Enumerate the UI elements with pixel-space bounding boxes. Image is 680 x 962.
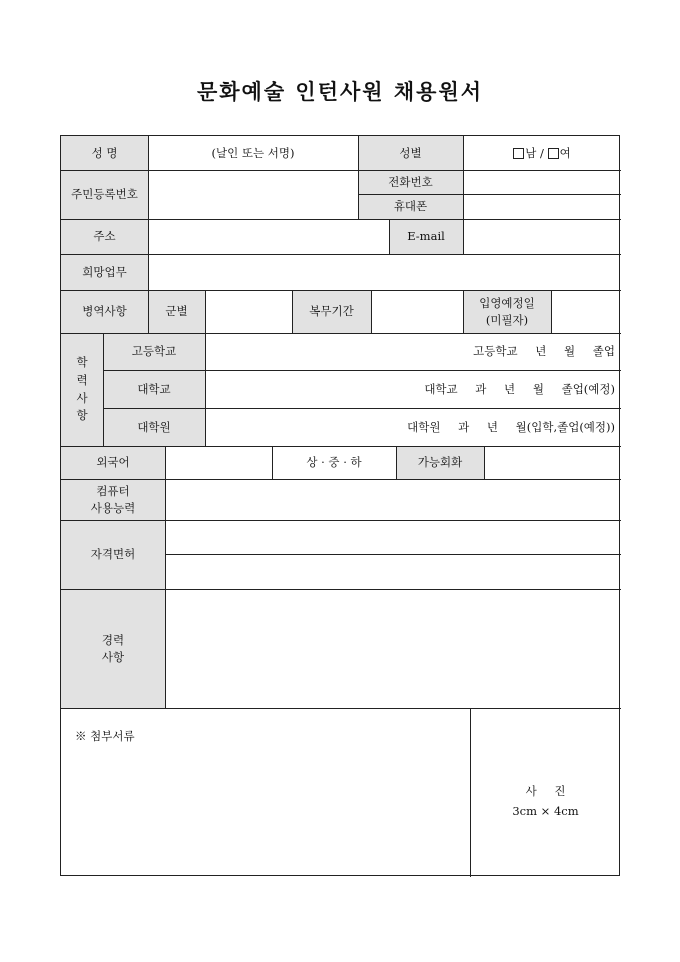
- gender-female-label: 여: [559, 145, 571, 160]
- rrn-label: 주민등록번호: [61, 170, 148, 219]
- row-divider: [61, 520, 621, 521]
- male-checkbox-icon[interactable]: [513, 148, 524, 159]
- enlist-label-line1: 입영예정일: [479, 295, 535, 310]
- col-divider: [358, 136, 359, 219]
- career-label: [61, 589, 165, 708]
- row-divider: [61, 589, 621, 590]
- email-label: E-mail: [389, 219, 463, 254]
- enlist-label-line2: (미필자): [485, 312, 529, 327]
- col-divider: [463, 136, 464, 254]
- edu-char-3: 사: [76, 390, 88, 405]
- col-divider: [463, 290, 464, 333]
- address-label: 주소: [61, 219, 148, 254]
- gender-options[interactable]: [463, 136, 621, 170]
- col-divider: [389, 219, 390, 254]
- photo-size: 3cm × 4cm: [512, 804, 579, 819]
- enlist-date-label: [463, 290, 551, 333]
- career-label-line2: 사항: [101, 649, 125, 664]
- col-divider: [148, 290, 149, 333]
- highschool-entry[interactable]: 고등학교 년 월 졸업: [473, 344, 615, 359]
- col-divider: [165, 446, 166, 708]
- mobile-label: 휴대폰: [358, 194, 463, 219]
- computer-label-line2: 사용능력: [90, 500, 136, 515]
- branch-label: 군별: [148, 290, 205, 333]
- language-level[interactable]: 상 · 중 · 하: [306, 455, 362, 470]
- application-form: [60, 135, 620, 876]
- name-label: 성 명: [61, 136, 148, 170]
- gender-separator: /: [536, 145, 548, 160]
- col-divider: [205, 290, 206, 446]
- row-divider: [61, 333, 621, 334]
- row-divider: [61, 479, 621, 480]
- row-divider: [61, 446, 621, 447]
- military-label: 병역사항: [61, 290, 148, 333]
- col-divider: [103, 333, 104, 446]
- row-divider: [61, 290, 621, 291]
- col-divider: [292, 290, 293, 333]
- photo-label: 사 진: [525, 784, 566, 798]
- row-divider: [358, 194, 621, 195]
- career-label-line1: 경력: [101, 632, 125, 647]
- service-period-label: 복무기간: [292, 290, 371, 333]
- row-divider: [165, 554, 621, 555]
- edu-char-2: 력: [76, 372, 88, 387]
- university-label: 대학교: [103, 370, 205, 408]
- name-hint[interactable]: (날인 또는 서명): [211, 145, 295, 160]
- gender-label: 성별: [358, 136, 463, 170]
- col-divider: [148, 136, 149, 290]
- row-divider: [61, 254, 621, 255]
- row-divider: [61, 708, 621, 709]
- row-divider: [61, 170, 621, 171]
- col-divider: [551, 290, 552, 333]
- language-label: 외국어: [61, 446, 165, 479]
- education-section-label: [61, 333, 103, 446]
- graduate-entry[interactable]: 대학원 과 년 월(입학,졸업(예정)): [407, 419, 615, 434]
- gender-male-label: 남: [525, 145, 537, 160]
- row-divider: [103, 370, 621, 371]
- university-entry[interactable]: 대학교 과 년 월 졸업(예정): [424, 381, 615, 396]
- photo-box: [470, 781, 621, 821]
- row-divider: [103, 408, 621, 409]
- graduate-label: 대학원: [103, 408, 205, 446]
- edu-char-1: 학: [76, 354, 88, 369]
- col-divider: [484, 446, 485, 479]
- rrn-field[interactable]: [148, 170, 358, 219]
- row-divider: [61, 219, 621, 220]
- computer-skill-label: [61, 479, 165, 520]
- form-title: 문화예술 인턴사원 채용원서: [196, 79, 484, 104]
- col-divider: [396, 446, 397, 479]
- conversation-label: 가능회화: [396, 446, 484, 479]
- attachments-label: ※ 첨부서류: [75, 729, 135, 743]
- desired-job-label: 희망업무: [61, 254, 148, 290]
- col-divider: [272, 446, 273, 479]
- edu-char-4: 항: [76, 408, 88, 423]
- computer-label-line1: 컴퓨터: [96, 483, 130, 498]
- col-divider: [470, 708, 471, 877]
- female-checkbox-icon[interactable]: [548, 148, 559, 159]
- highschool-label: 고등학교: [103, 333, 205, 370]
- col-divider: [371, 290, 372, 333]
- license-label: 자격면허: [61, 520, 165, 589]
- phone-label: 전화번호: [358, 170, 463, 194]
